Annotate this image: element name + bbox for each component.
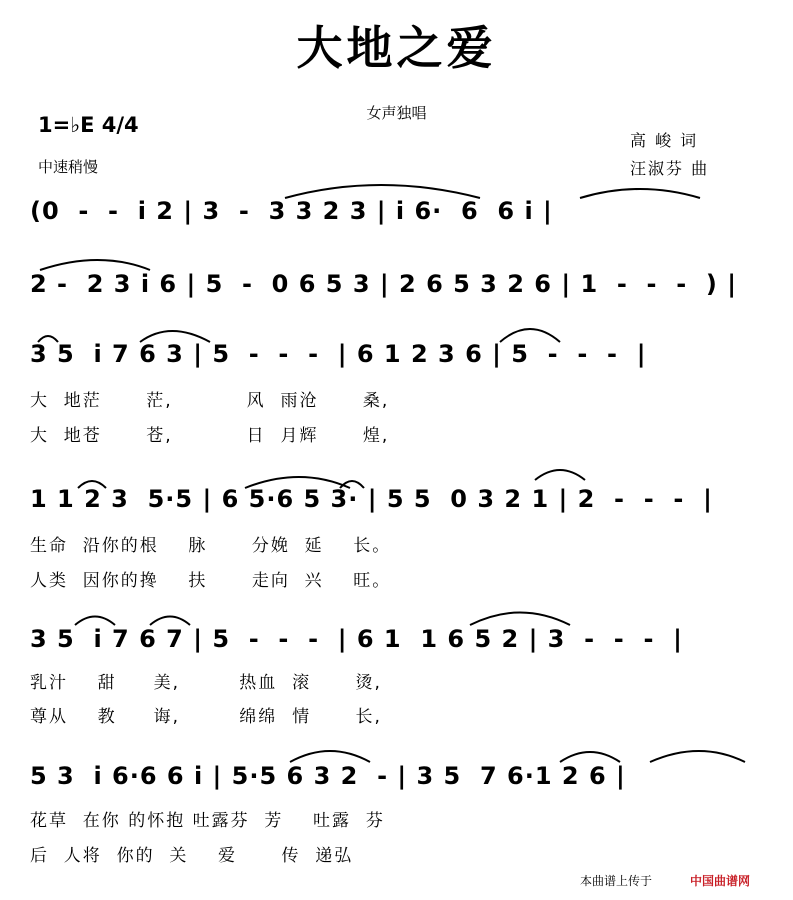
lyric-line: 人类 因你的搀 扶 走向 兴 旺。 [30, 571, 392, 591]
lyric-line: 大 地苍 苍, 日 月辉 煌, [30, 426, 390, 446]
lyric-line: 尊从 教 诲, 绵绵 情 长, [30, 707, 382, 727]
notes-row-4: 1 1 2 3 5·5 | 6 5·6 5 3· | 5 5 0 3 2 1 | 2 - - - | [30, 485, 713, 513]
footer-upload-note: 本曲谱上传于 [580, 874, 653, 888]
slur [75, 617, 115, 626]
notation-row-4 [30, 485, 770, 515]
notes-row-2: 2 - 2 3 i 6 | 5 - 0 6 5 3 | 2 6 5 3 2 6 | 1 - - - ) | [30, 270, 737, 298]
slur [40, 260, 150, 270]
slur [535, 470, 585, 480]
slur [560, 752, 620, 762]
slur [150, 617, 190, 626]
key-signature: 1=♭E 4/4 [38, 113, 139, 137]
notes-row-5: 3 5 i 7 6 7 | 5 - - - | 6 1 1 6 5 2 | 3 - - - | [30, 625, 683, 653]
composer: 汪淑芬 曲 [630, 159, 710, 178]
lyric-line: 生命 沿你的根 脉 分娩 延 长。 [30, 536, 392, 556]
notation-row-6 [30, 762, 770, 792]
site-logo: 中国曲谱网 [690, 874, 751, 888]
notes-row-3: 3 5 i 7 6 3 | 5 - - - | 6 1 2 3 6 | 5 - - - | [30, 340, 647, 368]
lyricist: 高 峻 词 [630, 131, 699, 150]
notes-row-6: 5 3 i 6·6 6 i | 5·5 6 3 2 - | 3 5 7 6·1 2 6 | [30, 762, 626, 790]
notation-row-1 [30, 197, 770, 227]
lyric-line: 花草 在你 的怀抱 吐露芬 芳 吐露 芬 [30, 811, 385, 831]
slur [290, 751, 370, 762]
notation-row-5 [30, 625, 770, 655]
lyric-line: 大 地茫 茫, 风 雨沧 桑, [30, 391, 390, 411]
page-title: 大地之爱 [296, 21, 497, 75]
tempo-marking: 中速稍慢 [38, 158, 99, 176]
lyric-line: 后 人将 你的 关 爱 传 递弘 [30, 846, 354, 866]
slur [650, 751, 745, 762]
notes-row-1: (0 - - i 2 | 3 - 3 3 2 3 | i 6· 6 6 i | [30, 197, 553, 225]
notation-row-3 [30, 340, 770, 370]
slur [470, 613, 570, 626]
subtitle: 女声独唱 [366, 104, 427, 122]
notation-row-2 [30, 270, 770, 300]
lyric-line: 乳汁 甜 美, 热血 滚 烫, [30, 673, 382, 693]
